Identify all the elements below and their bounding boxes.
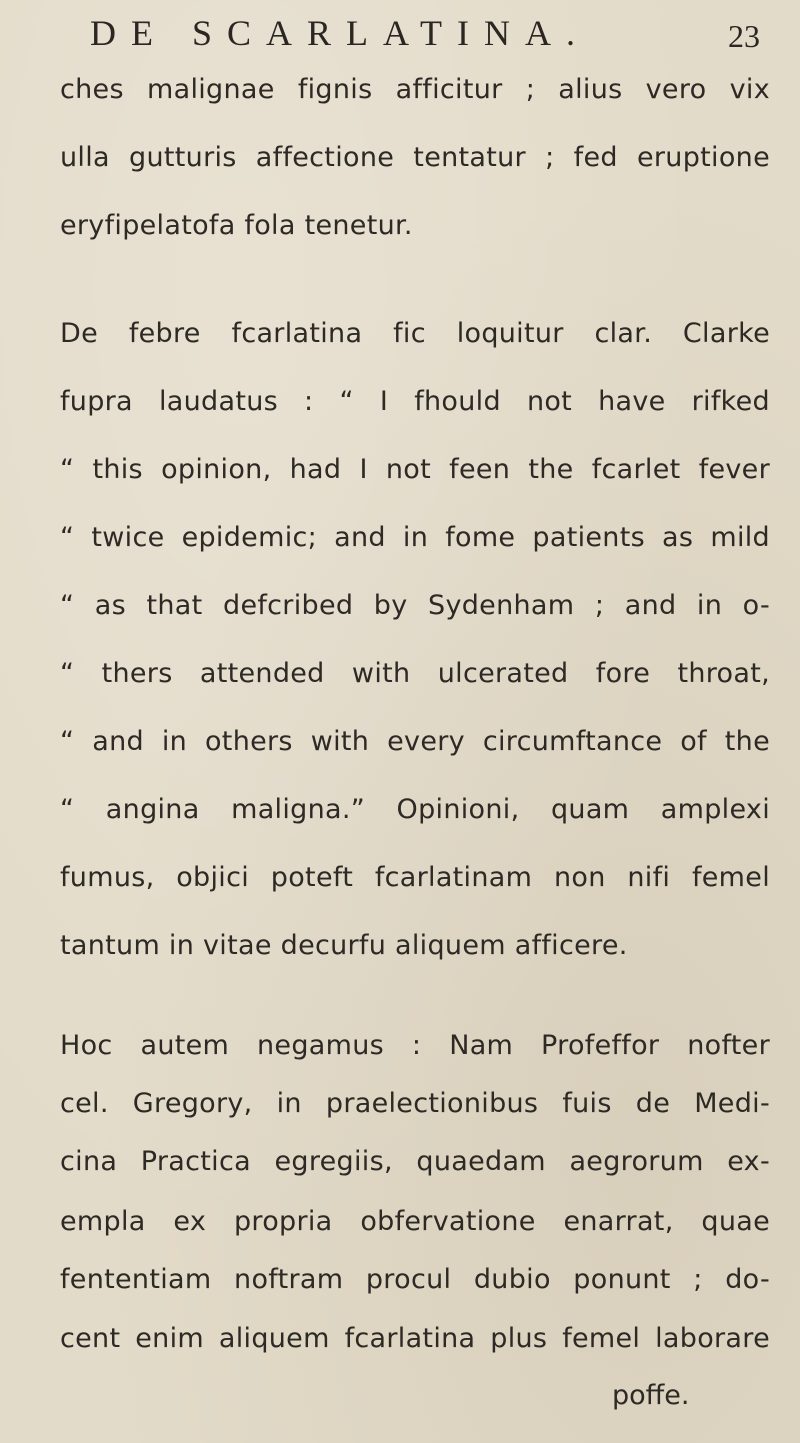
text-line-7: “ twice epidemic; and in fome patients as mild [60,522,770,553]
text-line-12: fumus, objici poteft fcarlatinam non nifi femel [60,862,770,893]
page-number: 23 [728,18,760,54]
text-line-8: “ as that defcribed by Sydenham ; and in o- [60,590,770,621]
text-line-17: empla ex propria obfervatione enarrat, quae [60,1206,770,1237]
text-line-19: cent enim aliquem fcarlatina plus femel laborare [60,1323,770,1354]
text-line-6: “ this opinion, had I not feen the fcarlet fever [60,454,770,485]
text-line-11: “ angina maligna.” Opinioni, quam amplexi [60,794,770,825]
text-line-14: Hoc autem negamus : Nam Profeffor nofter [60,1030,770,1061]
text-line-9: “ thers attended with ulcerated fore throat, [60,658,770,689]
text-line-4: De febre fcarlatina fic loquitur clar. Clarke [60,318,770,349]
text-line-1: ches malignae fignis afficitur ; alius vero vix [60,74,770,105]
text-line-10: “ and in others with every circumftance of the [60,726,770,757]
text-line-5: fupra laudatus : “ I fhould not have rifked [60,386,770,417]
text-line-13: tantum in vitae decurfu aliquem afficere. [60,930,628,961]
text-line-2: ulla gutturis affectione tentatur ; fed eruptione [60,142,770,173]
text-line-3: eryfipelatofa fola tenetur. [60,210,413,241]
text-line-18: fententiam noftram procul dubio ponunt ; do- [60,1264,770,1295]
catchword: poffe. [612,1380,690,1411]
running-head: DE SCARLATINA. [90,13,591,53]
text-line-16: cina Practica egregiis, quaedam aegrorum ex- [60,1146,770,1177]
page-header [90,12,760,62]
text-line-15: cel. Gregory, in praelectionibus fuis de Medi- [60,1088,770,1119]
